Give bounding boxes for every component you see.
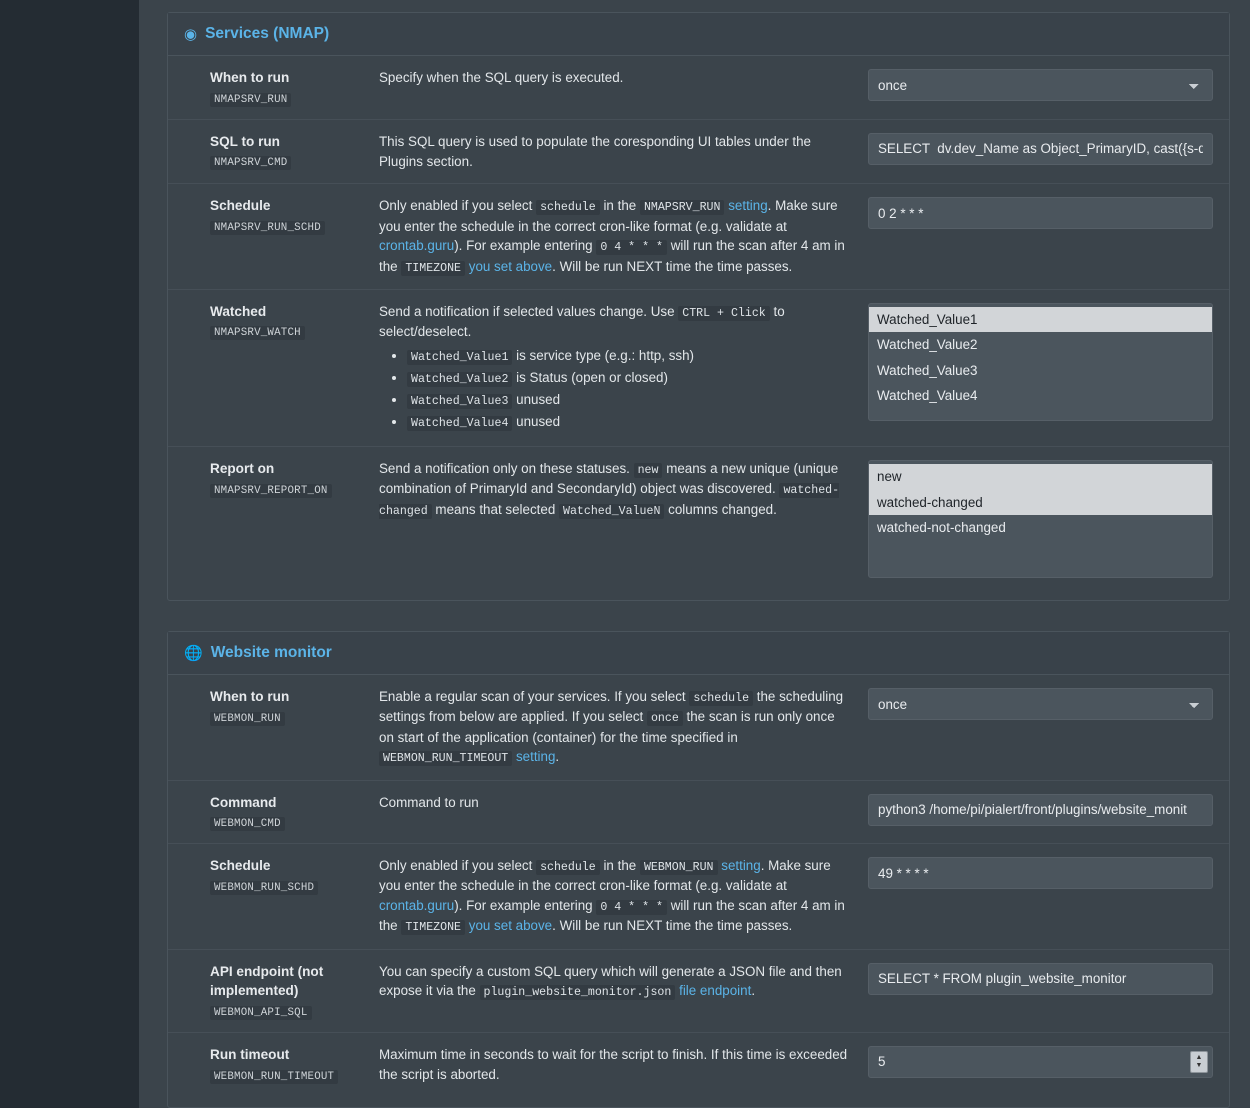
setting-multiselect[interactable] [868,303,1213,421]
setting-label: Command [210,794,277,810]
setting-row [168,1033,1229,1097]
list-item: • Watched_Value3 unused [407,390,850,410]
setting-label: Schedule [210,198,271,214]
doc-link[interactable]: setting [728,198,768,214]
setting-label: API endpoint (not implemented) [210,963,324,999]
setting-description: This SQL query is used to populate the coresponding UI tables under the Plugins section. [379,133,811,169]
setting-label: When to run [210,689,290,705]
setting-description: Maximum time in seconds to wait for the script to finish. If this time is exceeded the script is aborted. [379,1046,848,1082]
inline-code: Watched_Value4 [407,416,512,431]
setting-label-cell [182,68,377,107]
multiselect-option[interactable]: Watched_Value1 [869,307,1212,332]
setting-description: Enable a regular scan of your services. If you select schedule the scheduling settings from below are applied. If you select once the scan is run only once on start of the application (container) for the time specified in WEBMON_RUN_TIMEOUT setting. [379,689,844,766]
setting-row [168,447,1229,590]
card-header [168,13,1229,56]
setting-description: Send a notification if selected values change. Use CTRL + Click to select/deselect. • Watched_Value1 is service type (e.g.: http, ssh) • Watched_Value2 is Status (open or closed) • Watched_Value3 unused • Watched_Value4 unused [377,302,868,435]
setting-key: WEBMON_RUN [210,712,285,726]
setting-text-input[interactable] [868,857,1213,889]
setting-description: Only enabled if you select schedule in the WEBMON_RUN setting. Make sure you enter the schedule in the correct cron-like format (e.g. validate at crontab.guru). For example entering 0 4 * * * will run the scan after 4 am in the TIMEZONE you set above. Will be run NEXT time the time passes. [379,858,845,935]
plug-icon: ◉ [184,25,198,43]
setting-control-cell [868,856,1213,889]
inline-code: WEBMON_RUN [640,860,718,875]
setting-label-cell [182,856,377,895]
settings-card [167,631,1230,1107]
setting-number-input[interactable] [868,1046,1213,1078]
card-header [168,632,1229,675]
doc-link[interactable]: crontab.guru [379,238,455,254]
card-body [168,56,1229,600]
setting-label-cell [182,1045,377,1084]
setting-description: Only enabled if you select schedule in the NMAPSRV_RUN setting. Make sure you enter the schedule in the correct cron-like format (e.g. validate at crontab.guru). For example entering 0 4 * * * will run the scan after 4 am in the TIMEZONE you set above. Will be run NEXT time the time passes. [379,198,845,275]
multiselect-option[interactable]: new [869,464,1212,489]
inline-code: plugin_website_monitor.json [480,985,676,1000]
setting-label-cell [182,132,377,171]
spinner-up-icon[interactable]: ▲ [1195,1053,1203,1061]
setting-key: NMAPSRV_RUN_SCHD [210,221,325,235]
doc-link[interactable]: crontab.guru [379,898,455,914]
inline-code: Watched_Value2 [407,372,512,387]
setting-control-cell [868,459,1213,578]
setting-number-wrap [868,1046,1213,1078]
inline-code: schedule [536,860,600,875]
setting-text-input[interactable] [868,794,1213,826]
inline-code: 0 4 * * * [596,900,667,915]
setting-control-cell [868,302,1213,421]
inline-code: TIMEZONE [401,261,465,276]
list-item: • Watched_Value1 is service type (e.g.: http, ssh) [407,346,850,366]
inline-code: Watched_Value3 [407,394,512,409]
setting-label: Schedule [210,858,271,874]
multiselect-option[interactable]: watched-not-changed [877,520,1006,536]
inline-code: schedule [536,200,600,215]
setting-label: Watched [210,303,267,319]
setting-label-cell [182,793,377,832]
inline-code: CTRL + Click [678,306,770,321]
setting-row [168,675,1229,780]
setting-control-cell [868,196,1213,229]
inline-code: new [634,463,663,478]
inline-code: watched-changed [379,484,840,518]
multiselect-option[interactable]: watched-changed [869,490,1212,515]
setting-label: Run timeout [210,1046,290,1062]
setting-control-cell [868,962,1213,995]
spinner-down-icon[interactable]: ▼ [1195,1061,1203,1069]
setting-multiselect[interactable] [868,460,1213,578]
doc-link[interactable]: you set above [468,258,553,274]
setting-key: WEBMON_RUN_SCHD [210,881,318,895]
inline-code: WEBMON_RUN_TIMEOUT [379,751,512,766]
setting-row [168,844,1229,949]
inline-code: Watched_Value1 [407,350,512,365]
setting-row [168,781,1229,845]
inline-code: TIMEZONE [401,920,465,935]
setting-row [168,184,1229,289]
setting-key: WEBMON_API_SQL [210,1006,312,1020]
card-title: Website monitor [210,644,332,662]
inline-code: NMAPSRV_RUN [640,200,725,215]
setting-key: WEBMON_RUN_TIMEOUT [210,1070,338,1084]
list-item: • Watched_Value4 unused [407,412,850,432]
setting-key: WEBMON_CMD [210,817,285,831]
inline-code: Watched_ValueN [559,504,664,519]
setting-key: NMAPSRV_REPORT_ON [210,484,332,498]
setting-select[interactable] [868,69,1213,101]
setting-text-input[interactable] [868,963,1213,995]
globe-icon: 🌐 [184,644,203,662]
inline-code: schedule [689,691,753,706]
inline-code: once [647,711,683,726]
setting-description: Send a notification only on these statuses. new means a new unique (unique combination of PrimaryId and SecondaryId) object was discovered. watched-changed means that selected Watched_ValueN columns changed. [379,461,840,518]
left-gutter [0,0,139,1000]
doc-link[interactable]: you set above [468,918,553,934]
setting-label-cell [182,196,377,235]
setting-row [168,56,1229,120]
setting-label-cell [182,302,377,341]
multiselect-option[interactable]: Watched_Value3 [877,362,978,378]
card-title: Services (NMAP) [205,25,330,42]
setting-row [168,950,1229,1033]
settings-page [139,0,1250,1108]
setting-control-cell [868,132,1213,165]
setting-label-cell [182,687,377,726]
multiselect-option[interactable]: Watched_Value4 [877,387,978,403]
setting-control-cell [868,1045,1213,1078]
inline-code: 0 4 * * * [596,240,667,255]
settings-card [167,12,1230,601]
setting-row [168,290,1229,448]
setting-text-input[interactable] [868,197,1213,229]
setting-description: Command to run [379,794,479,810]
setting-key: NMAPSRV_WATCH [210,326,305,340]
setting-description: Specify when the SQL query is executed. [379,70,624,85]
spinner-buttons[interactable] [1190,1051,1208,1073]
card-body [168,675,1229,1106]
setting-control-cell [868,68,1213,101]
setting-row [168,120,1229,185]
setting-label: When to run [210,70,290,85]
section-gap [139,601,1250,619]
setting-label-cell [182,962,377,1020]
setting-text-input[interactable] [868,133,1213,165]
setting-select[interactable] [868,688,1213,720]
setting-key: NMAPSRV_RUN [210,93,291,107]
setting-label: Report on [210,461,275,477]
setting-control-cell [868,793,1213,826]
doc-link[interactable]: setting [515,749,556,765]
list-item: • Watched_Value2 is Status (open or closed) [407,368,850,388]
setting-label: SQL to run [210,133,280,149]
setting-control-cell [868,687,1213,720]
doc-link[interactable]: file endpoint [679,983,752,999]
setting-key: NMAPSRV_CMD [210,156,291,170]
setting-label-cell [182,459,377,498]
multiselect-option[interactable]: Watched_Value2 [877,337,978,353]
setting-description: You can specify a custom SQL query which will generate a JSON file and then expose it via the plugin_website_monitor.json file endpoint. [379,963,842,1000]
doc-link[interactable]: setting [721,858,761,874]
